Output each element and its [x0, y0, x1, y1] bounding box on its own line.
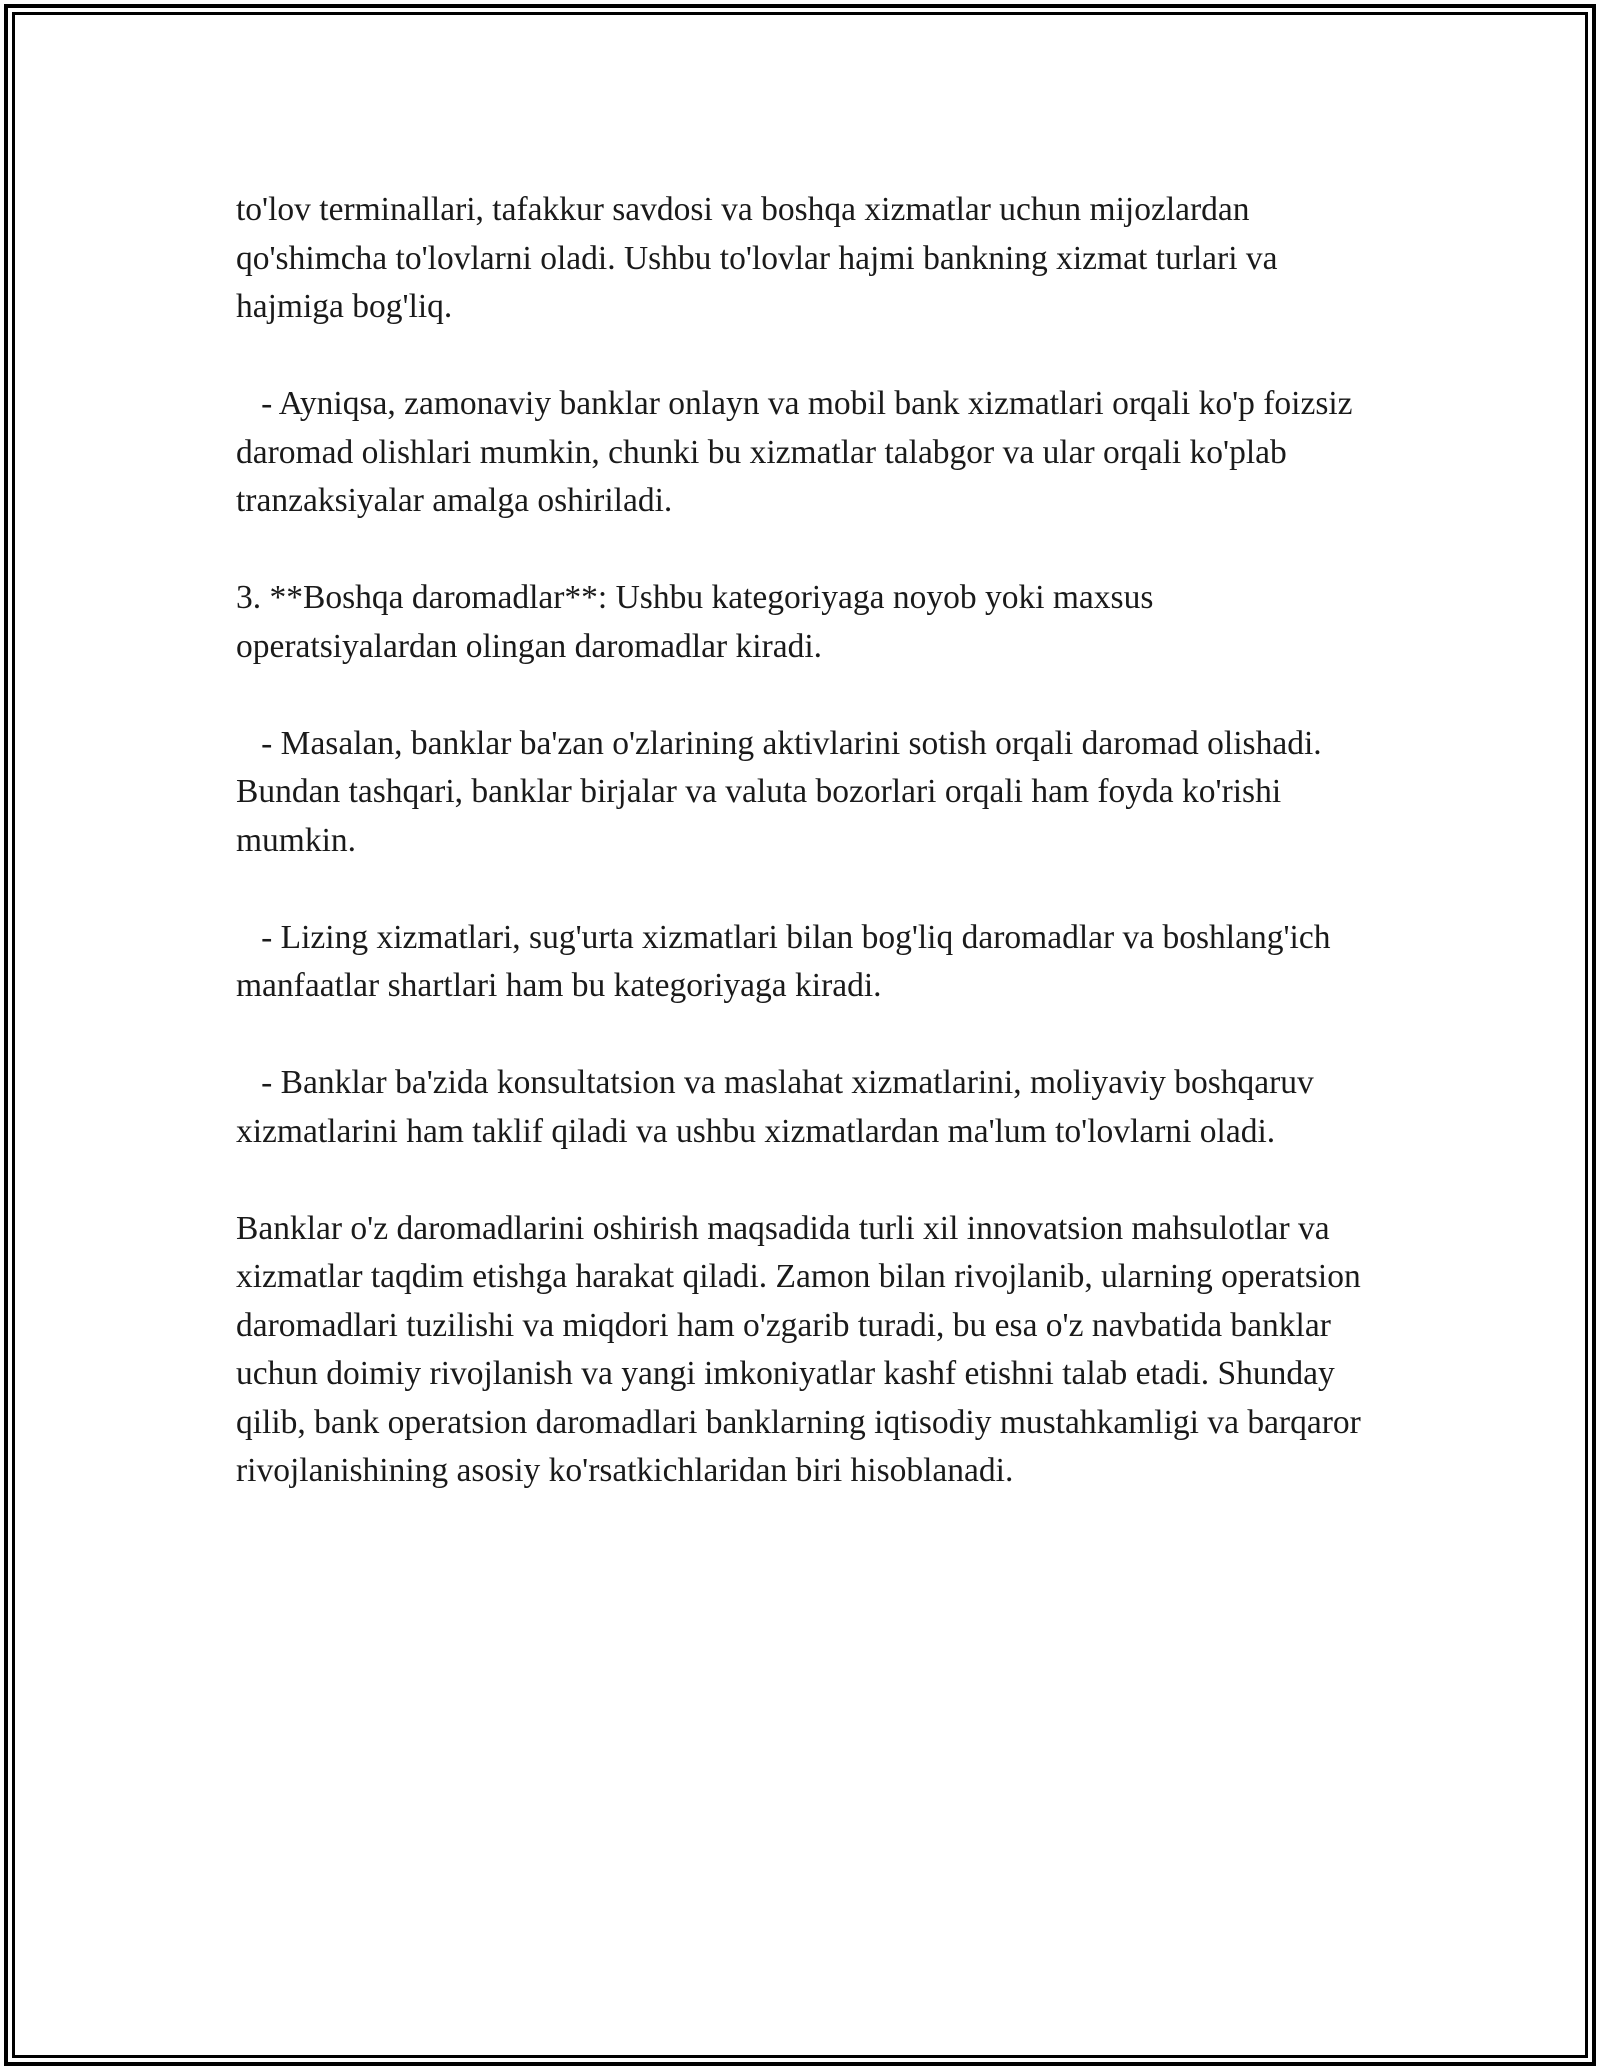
paragraph-online-mobile-banking: - Ayniqsa, zamonaviy banklar onlayn va mobil bank xizmatlari orqali ko'p foizsiz daromad olishlari mumkin, chunki bu xizmatlar talabgor va ular orqali ko'plab tranzaksiyalar amalga oshiriladi.	[236, 385, 1361, 519]
paragraph-other-income-heading: 3. **Boshqa daromadlar**: Ushbu kategoriyaga noyob yoki maxsus operatsiyalardan olingan daromadlar kiradi.	[236, 579, 1162, 665]
paragraph-asset-sales: - Masalan, banklar ba'zan o'zlarining aktivlarini sotish orqali daromad olishadi. Bundan tashqari, banklar birjalar va valuta bozorlari orqali ham foyda ko'rishi mumkin.	[236, 724, 1331, 859]
paragraph-consulting-services: - Banklar ba'zida konsultatsion va maslahat xizmatlarini, moliyaviy boshqaruv xizmatlarini ham taklif qiladi va ushbu xizmatlardan ma'lum to'lovlarni oladi.	[236, 1064, 1323, 1150]
paragraph-fee-income-continuation: to'lov terminallari, tafakkur savdosi va boshqa xizmatlar uchun mijozlardan qo'shimcha to'lovlarni oladi. Ushbu to'lovlar hajmi bankning xizmat turlari va hajmiga bog'liq.	[236, 191, 1286, 325]
document-body	[236, 186, 1370, 1496]
paragraph-conclusion: Banklar o'z daromadlarini oshirish maqsadida turli xil innovatsion mahsulotlar va xizmatlar taqdim etishga harakat qiladi. Zamon bilan rivojlanib, ularning operatsion daromadlari tuzilishi va miqdori ham o'zgarib turadi, bu esa o'z navbatida banklar uchun doimiy rivojlanish va yangi imkoniyatlar kashf etishni talab etadi. Shunday qilib, bank operatsion daromadlari banklarning iqtisodiy mustahkamligi va barqaror rivojlanishining asosiy ko'rsatkichlaridan biri hisoblanadi.	[236, 1209, 1370, 1489]
paragraph-leasing-insurance: - Lizing xizmatlari, sug'urta xizmatlari bilan bog'liq daromadlar va boshlang'ich manfaatlar shartlari ham bu kategoriyaga kiradi.	[236, 918, 1339, 1004]
